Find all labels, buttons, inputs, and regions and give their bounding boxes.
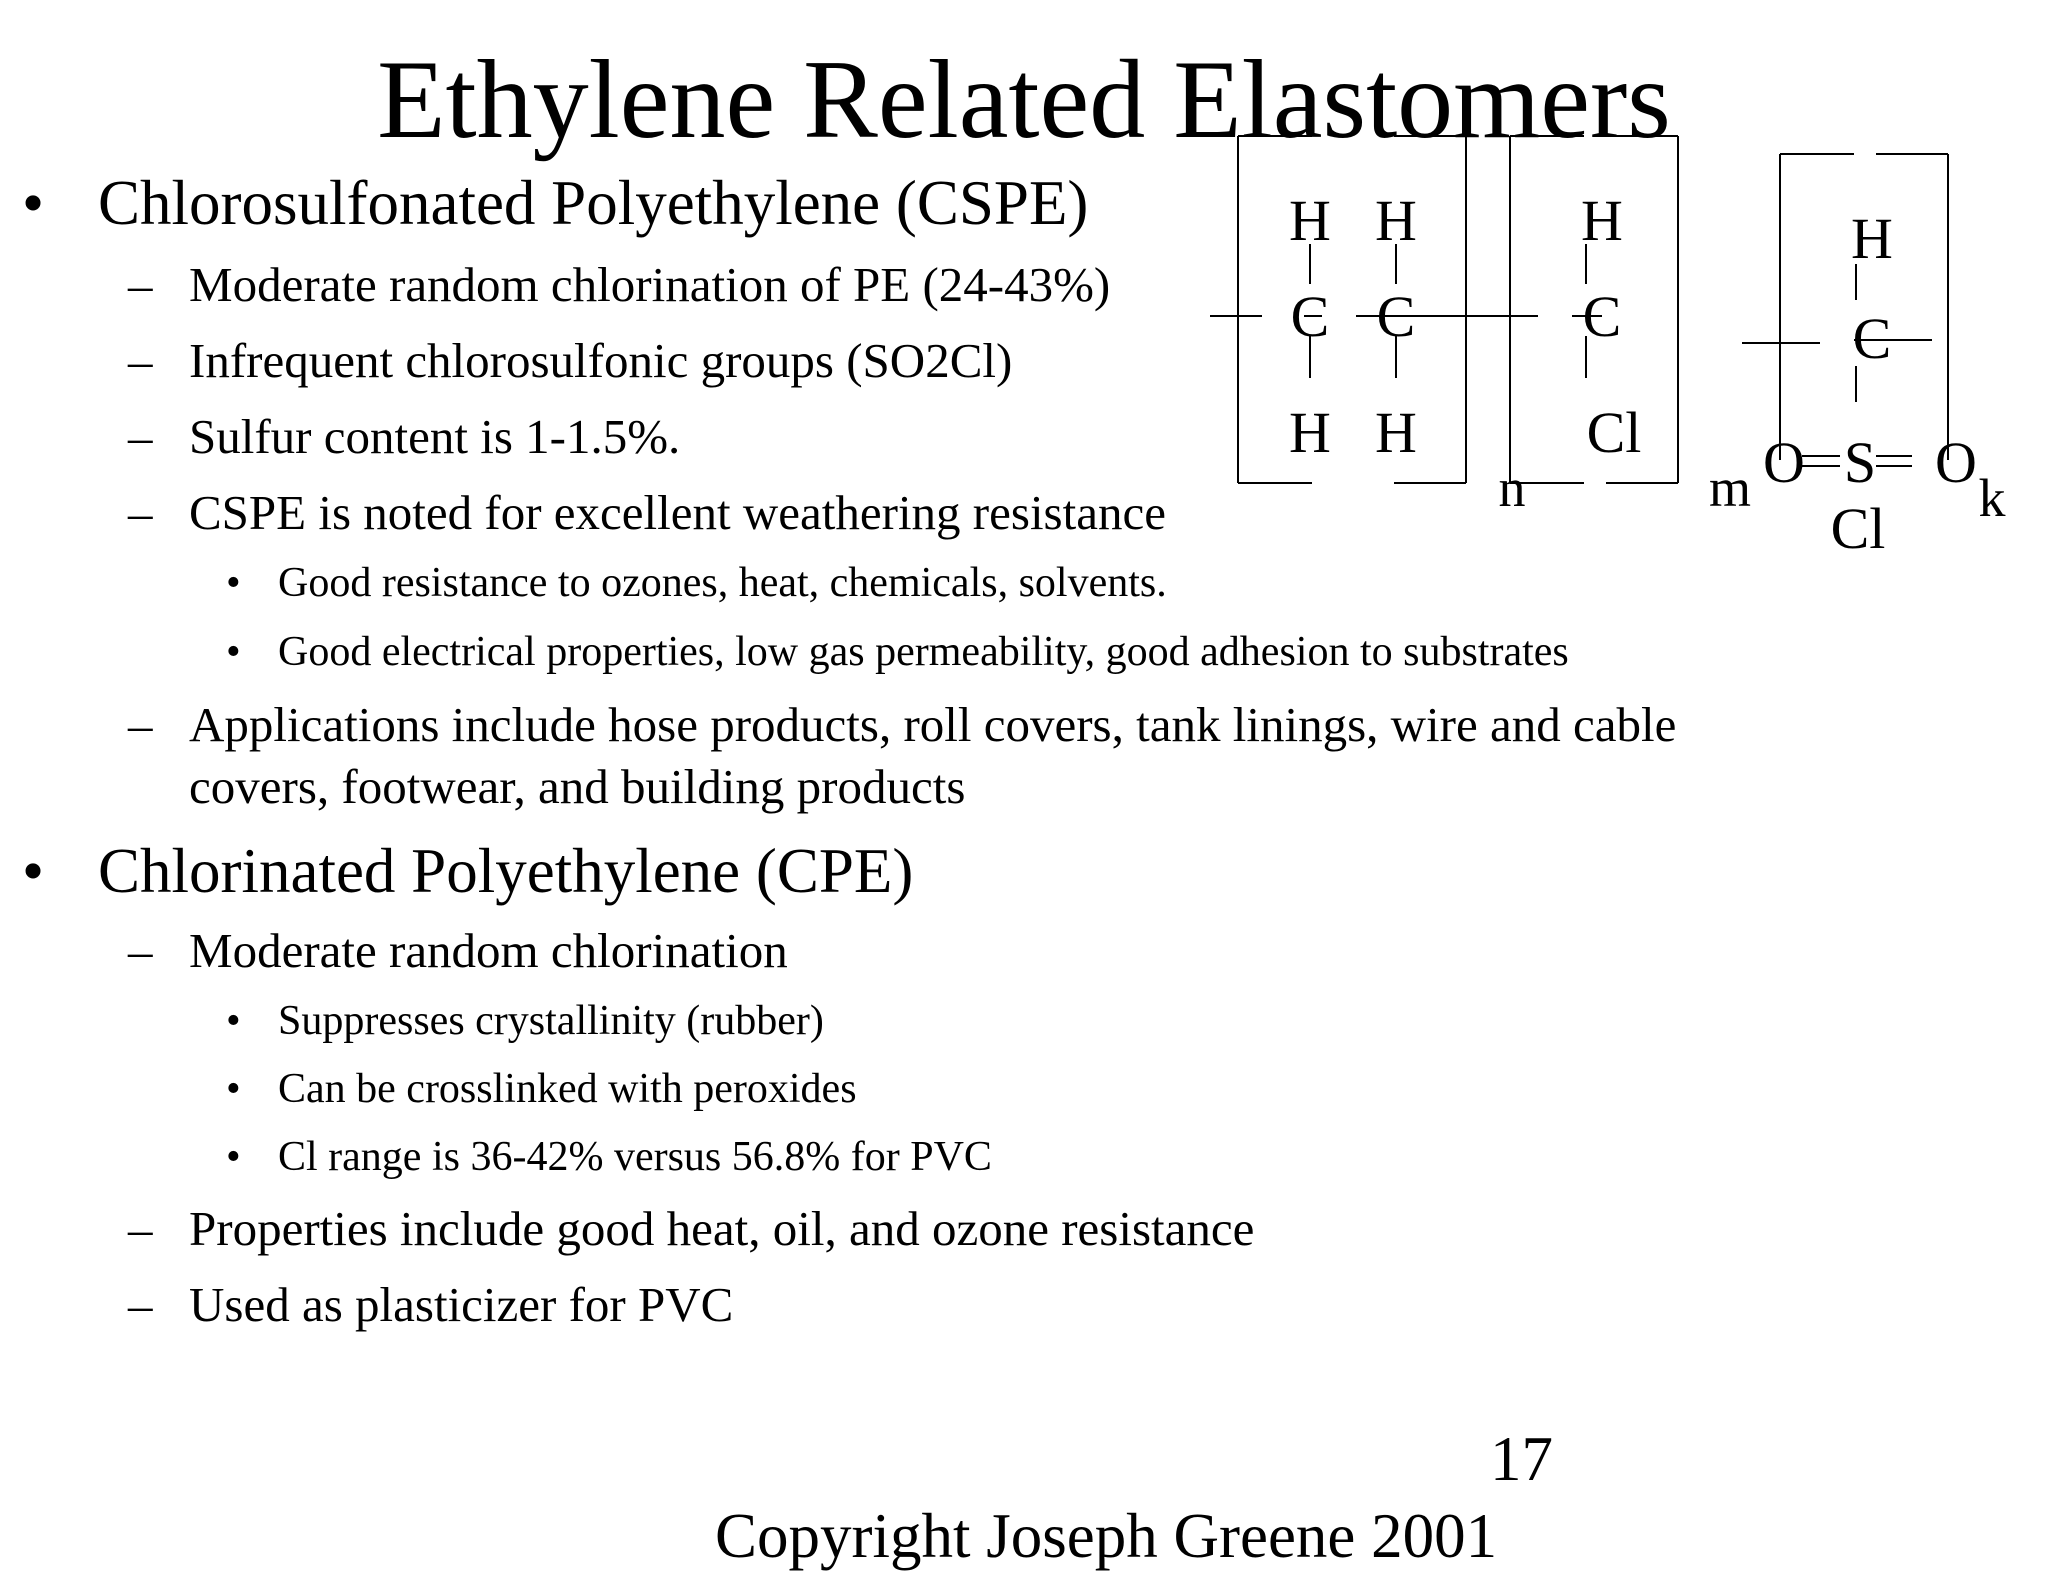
atom-h: H (1581, 188, 1623, 253)
section-heading-cspe: Chlorosulfonated Polyethylene (CSPE) (98, 168, 1089, 238)
bullet-dot-icon: • (22, 836, 45, 906)
page-number: 17 (1490, 1424, 1553, 1494)
bullet-dot-icon: • (22, 168, 45, 238)
bullet-dot-icon: • (226, 1066, 241, 1112)
atom-c: C (1290, 284, 1330, 349)
dash-icon: – (128, 1277, 153, 1332)
subscript-m: m (1708, 458, 1752, 518)
dash-icon: – (128, 409, 153, 464)
bullet-dot-icon: • (226, 560, 241, 606)
subscript-n: n (1498, 458, 1526, 518)
atom-cl: Cl (1586, 400, 1642, 465)
atom-h: H (1289, 400, 1331, 465)
atom-o: O (1935, 430, 1977, 495)
dash-icon: – (128, 697, 153, 752)
dash-icon: – (128, 923, 153, 978)
atom-c: C (1582, 284, 1622, 349)
section-heading-cpe: Chlorinated Polyethylene (CPE) (98, 836, 914, 906)
bullet-dot-icon: • (226, 629, 241, 675)
dash-icon: – (128, 485, 153, 540)
bullet-dot-icon: • (226, 998, 241, 1044)
slide-title: Ethylene Related Elastomers (377, 38, 1671, 162)
dash-icon: – (128, 257, 153, 312)
atom-h: H (1289, 188, 1331, 253)
atom-c: C (1376, 284, 1416, 349)
dash-icon: – (128, 333, 153, 388)
atom-o: O (1763, 430, 1805, 495)
atom-s: S (1843, 430, 1877, 495)
dash-icon: – (128, 1201, 153, 1256)
atom-cl: Cl (1830, 496, 1886, 561)
subscript-k: k (1978, 468, 2006, 528)
unit1-bracket (1238, 136, 1466, 483)
copyright-footer: Copyright Joseph Greene 2001 (715, 1501, 1498, 1571)
atom-c: C (1852, 306, 1892, 371)
atom-h: H (1375, 400, 1417, 465)
cspe-structure-diagram (1210, 130, 2020, 590)
atom-h: H (1375, 188, 1417, 253)
atom-h: H (1851, 206, 1893, 271)
bullet-dot-icon: • (226, 1134, 241, 1180)
